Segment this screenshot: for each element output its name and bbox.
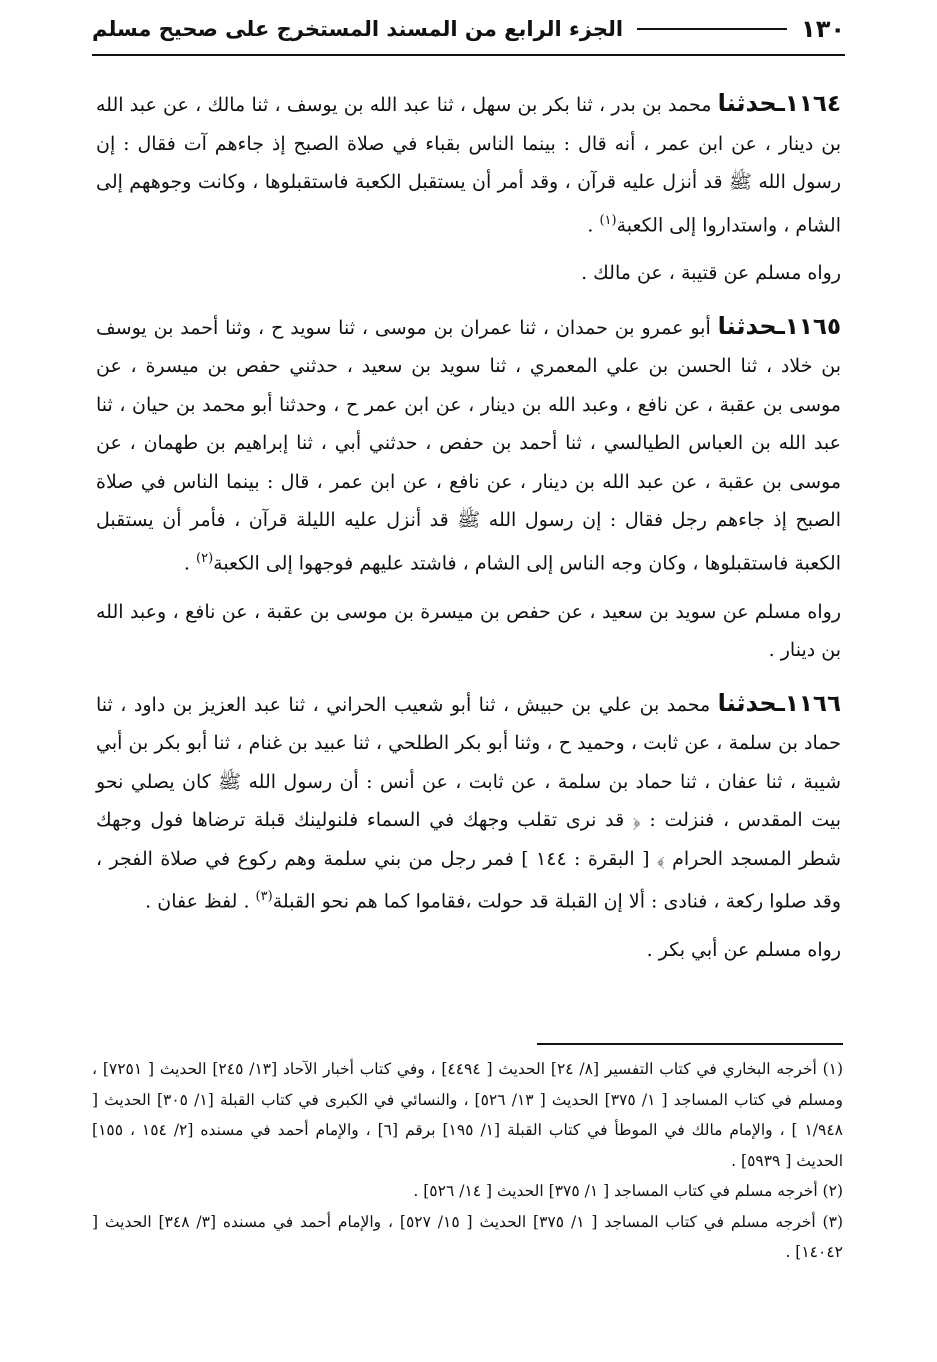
header-dash-rule [637, 28, 787, 30]
hadith-ending: . لفظ عفان . [145, 890, 256, 913]
hadith-text: محمد بن بدر ، ثنا بكر بن سهل ، ثنا عبد الله بن يوسف ، ثنا مالك ، عن عبد الله بن دينار ، عن ابن عمر ، أنه قال : بينما الناس بقباء في صلاة الصبح إذ جاءهم آت فقال : إن رسول الله ﷺ قد أنزل عليه قرآن ، وقد أمر أن يستقبل الكعبة فاستقبلوها ، وكانت وجوههم إلى الشام ، واستداروا إلى الكعبة [96, 94, 841, 236]
hadith-number: ١١٦٤ [784, 91, 841, 117]
running-title: الجزء الرابع من المسند المستخرج على صحيح مسلم [92, 17, 624, 41]
hadith-1164: ١١٦٤ـحدثنا محمد بن بدر ، ثنا بكر بن سهل ، ثنا عبد الله بن يوسف ، ثنا مالك ، عن عبد الله بن دينار ، عن ابن عمر ، أنه قال : بينما الناس بقباء في صلاة الصبح إذ جاءهم آت فقال : إن رسول الله ﷺ قد أنزل عليه قرآن ، وقد أمر أن يستقبل الكعبة فاستقبلوها ، وكانت وجوههم إلى الشام ، واستداروا إلى الكعبة$^{(١)}$ . [96, 89, 841, 236]
footnote-3: (٣) أخرجه مسلم في كتاب المساجد [ ١/ ٣٧٥] الحديث [ ١٥/ ٥٢٧] ، والإمام أحمد في مسنده [٣/ ٣٤٨] الحديث [ ١٤٠٤٢] . [92, 1212, 843, 1261]
footnote-ref: (٢) [196, 550, 214, 566]
hadith-1165: ١١٦٥ـحدثنا أبو عمرو بن حمدان ، ثنا عمران بن موسى ، ثنا سويد ح ، وثنا أحمد بن يوسف بن خلاد ، ثنا الحسن بن علي المعمري ، ثنا سويد بن سعيد ، حدثني حفص بن ميسرة ، عن موسى بن عقبة ، عن نافع ، وعبد الله بن دينار ، عن ابن عمر ح ، وحدثنا أبو محمد بن حيان ، ثنا عبد الله بن العباس الطيالسي ، ثنا أحمد بن حفص ، حدثني أبي ، ثنا إبراهيم بن طهمان ، عن موسى بن عقبة ، عن عبد الله بن دينار ، عن نافع ، عن ابن عمر ، قال : بينما الناس في صلاة الصبح إذ جاءهم رجل فقال : إن رسول الله ﷺ قد أنزل عليه الليلة قرآن ، فأمر أن يستقبل الكعبة فاستقبلوها ، وكان وجه الناس إلى الشام ، فاشتد عليهم فوجهوا إلى الكعبة$^{(٢)}$ . [96, 311, 841, 575]
riwaya-line: رواه مسلم عن قتيبة ، عن مالك . [581, 262, 841, 285]
hadith-ending: . [587, 213, 600, 236]
hadith-number: ١١٦٦ [784, 690, 841, 717]
hadith-number: ١١٦٥ [784, 313, 841, 340]
footnote-1: (١) أخرجه البخاري في كتاب التفسير [٨/ ٢٤] الحديث [ ٤٤٩٤] ، وفي كتاب أخبار الآحاد [١٣/ ٢٤٥] الحديث [ ٧٢٥١] ، ومسلم في كتاب المساجد [ ١/ ٣٧٥] الحديث [ ١٣/ ٥٢٦] ، والنسائي في الكبرى في كتاب القبلة [١/ ٣٠٥] الحديث [ ١/٩٤٨ ] ، والإمام مالك في الموطأ في كتاب القبلة [١/ ١٩٥] برقم [٦] ، والإمام أحمد في مسنده [٢/ ١٥٤ ، ١٥٥] الحديث [ ٥٩٣٩] . [92, 1060, 844, 1170]
haddathana-word: حدثنا [717, 89, 777, 117]
footnote-separator [537, 1043, 843, 1045]
haddathana-word: حدثنا [717, 311, 777, 340]
hadith-1166: ١١٦٦ـحدثنا محمد بن علي بن حبيش ، ثنا أبو شعيب الحراني ، ثنا عبد العزيز بن داود ، ثنا حماد بن سلمة ، عن ثابت ، وحميد ح ، وثنا أبو بكر الطلحي ، ثنا عبيد بن غنام ، ثنا أبو بكر بن أبي شيبة ، ثنا عفان ، ثنا حماد بن سلمة ، عن ثابت ، عن أنس : أن رسول الله ﷺ كان يصلي نحو بيت المقدس ، فنزلت : ﴿ قد نرى تقلب وجهك في السماء فلنولينك قبلة ترضاها فول وجهك شطر المسجد الحرام ﴾ [ البقرة : ١٤٤ ] فمر رجل من بني سلمة وهم ركوع في صلاة الفجر ، وقد صلوا ركعة ، فنادى : ألا إن القبلة قد حولت ،فقاموا كما هم نحو القبلة$^{(٣)}$ . لفظ عفان . [96, 688, 841, 913]
riwaya-line: رواه مسلم عن أبي بكر . [646, 938, 841, 961]
hadith-text: أبو عمرو بن حمدان ، ثنا عمران بن موسى ، ثنا سويد ح ، وثنا أحمد بن يوسف بن خلاد ، ثنا الحسن بن علي المعمري ، ثنا سويد بن سعيد ، حدثني حفص بن ميسرة ، عن موسى بن عقبة ، عن نافع ، وعبد الله بن دينار ، عن ابن عمر ح ، وحدثنا أبو محمد بن حيان ، ثنا عبد الله بن العباس الطيالسي ، ثنا أحمد بن حفص ، حدثني أبي ، ثنا إبراهيم بن طهمان ، عن موسى بن عقبة ، عن عبد الله بن دينار ، عن نافع ، عن ابن عمر ، قال : بينما الناس في صلاة الصبح إذ جاءهم رجل فقال : إن رسول الله ﷺ قد أنزل عليه الليلة قرآن ، فأمر أن يستقبل الكعبة فاستقبلوها ، وكان وجه الناس إلى الشام ، فاشتد عليهم فوجهوا إلى الكعبة [96, 316, 841, 575]
footnote-2: (٢) أخرجه مسلم في كتاب المساجد [ ١/ ٣٧٥] الحديث [ ١٤/ ٥٢٦] . [413, 1182, 843, 1200]
riwaya-line: رواه مسلم عن سويد بن سعيد ، عن حفص بن ميسرة بن موسى بن عقبة ، عن نافع ، وعبد الله بن دينار . [96, 600, 841, 662]
header-divider [92, 54, 845, 56]
page-number: ١٣٠ [801, 15, 845, 43]
haddathana-word: حدثنا [717, 688, 777, 717]
running-header [92, 8, 845, 50]
hadith-ending: . [183, 552, 196, 575]
footnote-ref: (٣) [255, 889, 273, 905]
footnote-ref: (١) [599, 212, 617, 228]
footnotes [92, 1054, 843, 1268]
hadith-text: محمد بن علي بن حبيش ، ثنا أبو شعيب الحراني ، ثنا عبد العزيز بن داود ، ثنا حماد بن سلمة ، عن ثابت ، وحميد ح ، وثنا أبو بكر الطلحي ، ثنا عبيد بن غنام ، ثنا أبو بكر بن أبي شيبة ، ثنا عفان ، ثنا حماد بن سلمة ، عن ثابت ، عن أنس : أن رسول الله ﷺ كان يصلي نحو بيت المقدس ، فنزلت : ﴿ قد نرى تقلب وجهك في السماء فلنولينك قبلة ترضاها فول وجهك شطر المسجد الحرام ﴾ [ البقرة : ١٤٤ ] فمر رجل من بني سلمة وهم ركوع في صلاة الفجر ، وقد صلوا ركعة ، فنادى : ألا إن القبلة قد حولت ،فقاموا كما هم نحو القبلة [96, 693, 841, 913]
main-text [96, 84, 841, 969]
